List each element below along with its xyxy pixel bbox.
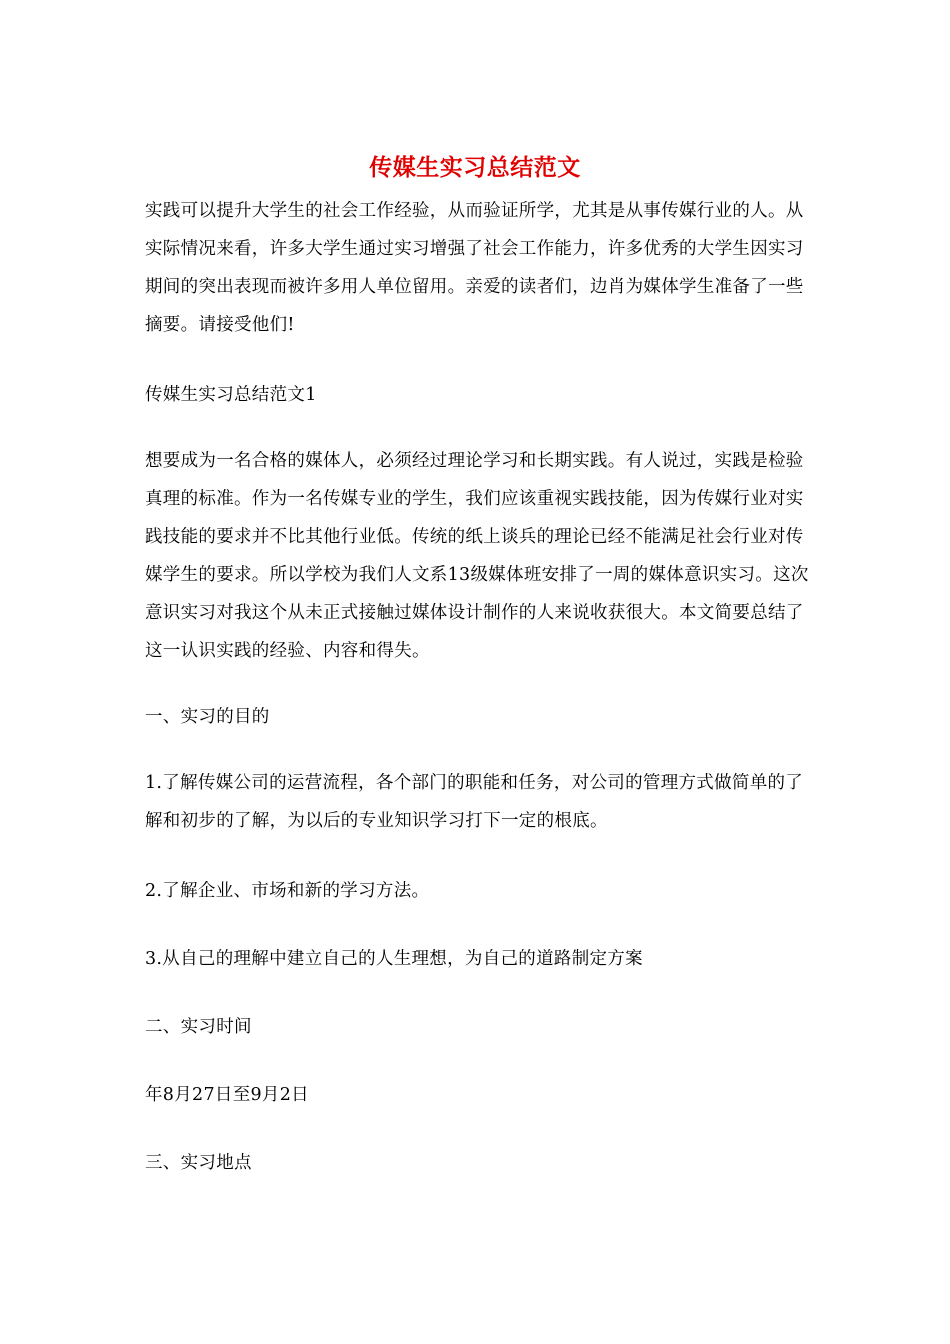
subtitle-sample-1: 传媒生实习总结范文1 [145,385,317,405]
document-title: 传媒生实习总结范文 [369,154,581,181]
section-heading-location: 三、实习地点 [145,1153,252,1173]
section-heading-purpose: 一、实习的目的 [145,707,270,727]
section-heading-time: 二、实习时间 [145,1017,252,1037]
list-item-3: 3.从自己的理解中建立自己的人生理想，为自己的道路制定方案 [145,949,643,969]
body-paragraph: 想要成为一名合格的媒体人，必须经过理论学习和长期实践。有人说过，实践是检验真理的标准。作为一名传媒专业的学生，我们应该重视实践技能，因为传媒行业对实践技能的要求并不比其他行业低。传统的纸上谈兵的理论已经不能满足社会行业对传媒学生的要求。所以学校为我们人文系13级媒体班安排了一周的媒体意识实习。这次意识实习对我这个从未正式接触过媒体设计制作的人来说收获很大。本文简要总结了这一认识实践的经验、内容和得失。 [145,451,809,661]
intro-paragraph: 实践可以提升大学生的社会工作经验，从而验证所学，尤其是从事传媒行业的人。从实际情况来看，许多大学生通过实习增强了社会工作能力，许多优秀的大学生因实习期间的突出表现而被许多用人单位留用。亲爱的读者们，边肖为媒体学生准备了一些摘要。请接受他们! [145,201,804,335]
list-item-1: 1.了解传媒公司的运营流程，各个部门的职能和任务，对公司的管理方式做简单的了解和初步的了解，为以后的专业知识学习打下一定的根底。 [145,773,804,831]
internship-date: 年8月27日至9月2日 [145,1085,309,1105]
list-item-2: 2.了解企业、市场和新的学习方法。 [145,881,430,901]
